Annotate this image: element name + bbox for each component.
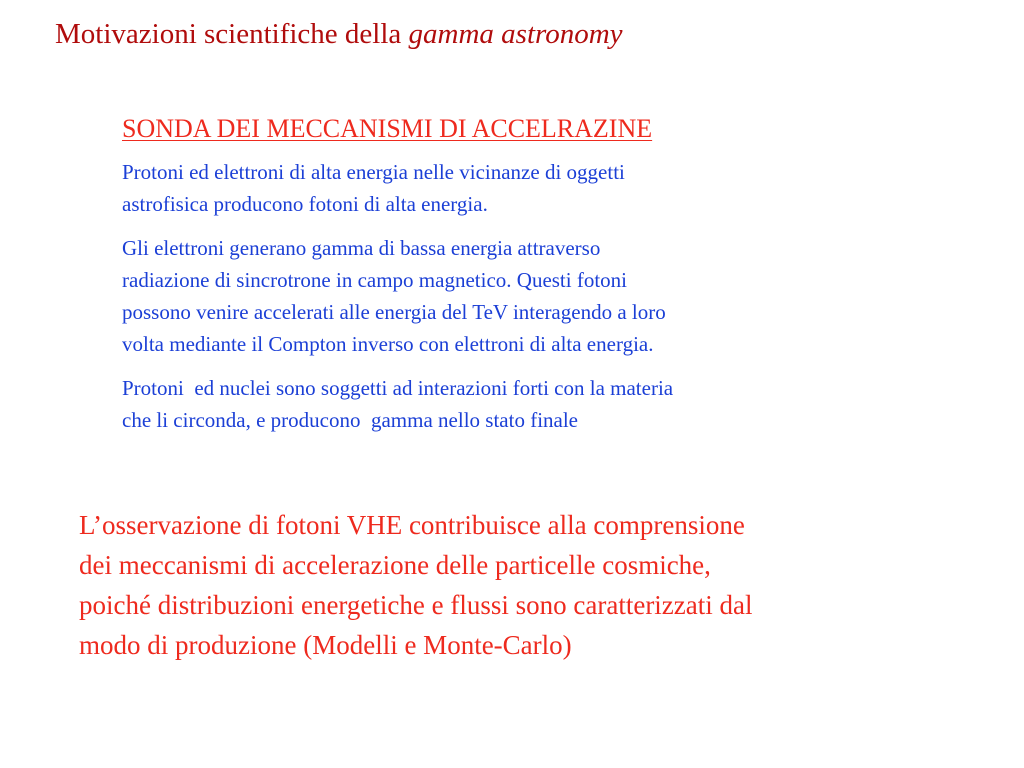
paragraph-protons-electrons — [122, 156, 902, 220]
section-heading: SONDA DEI MECCANISMI DI ACCELRAZINE — [122, 114, 653, 143]
paragraph-line: radiazione di sincrotrone in campo magnetico. Questi fotoni — [122, 268, 628, 292]
paragraph-protons-nuclei — [122, 372, 902, 436]
slide-title-emphasis: gamma astronomy — [408, 18, 623, 50]
paragraph-line: Protoni ed elettroni di alta energia nelle vicinanze di oggetti — [122, 160, 625, 184]
conclusion-line: L’osservazione di fotoni VHE contribuisce alla comprensione — [79, 510, 745, 540]
paragraph-line: volta mediante il Compton inverso con elettroni di alta energia. — [122, 332, 654, 356]
slide-title — [55, 18, 623, 51]
conclusion-line: modo di produzione (Modelli e Monte-Carlo) — [79, 630, 572, 660]
paragraph-line: possono venire accelerati alle energia del TeV interagendo a loro — [122, 300, 666, 324]
paragraph-line: Gli elettroni generano gamma di bassa energia attraverso — [122, 236, 601, 260]
paragraph-electrons-synchrotron — [122, 232, 902, 360]
slide-title-prefix: Motivazioni scientifiche della — [55, 18, 409, 50]
paragraph-line: Protoni ed nuclei sono soggetti ad interazioni forti con la materia — [122, 376, 674, 400]
conclusion-line: dei meccanismi di accelerazione delle particelle cosmiche, — [79, 550, 711, 580]
acceleration-section — [122, 114, 902, 448]
conclusion-line: poiché distribuzioni energetiche e flussi sono caratterizzati dal — [79, 590, 753, 620]
paragraph-line: astrofisica producono fotoni di alta energia. — [122, 192, 488, 216]
conclusion-text — [79, 505, 979, 665]
paragraph-line: che li circonda, e producono gamma nello stato finale — [122, 408, 579, 432]
